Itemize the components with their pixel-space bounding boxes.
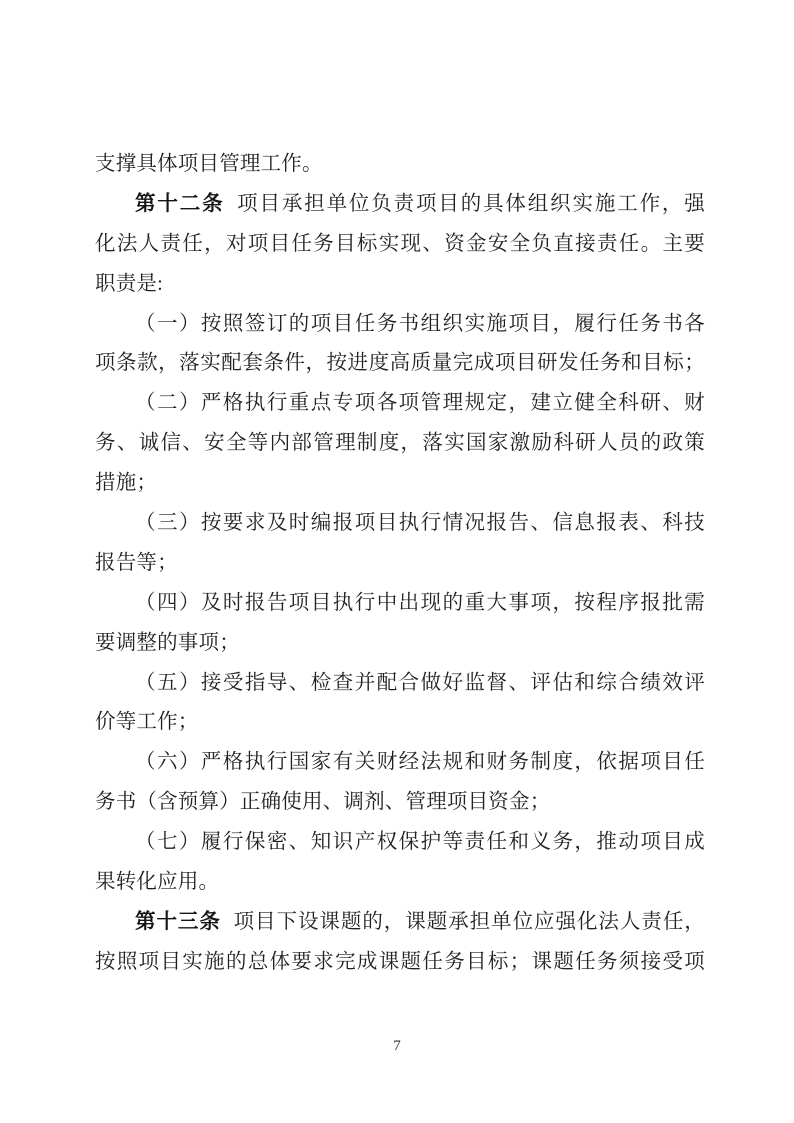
- article-number: 第十二条: [135, 192, 225, 215]
- text-line: 化法人责任，对项目任务目标实现、资金安全负直接责任。主要: [95, 232, 705, 255]
- text-line: 果转化应用。: [95, 871, 220, 894]
- text-line: 措施；: [95, 472, 158, 495]
- article-number: 第十三条: [135, 910, 221, 933]
- text-line: 务书（含预算）正确使用、调剂、管理项目资金；: [95, 791, 551, 814]
- text-line: 职责是:: [95, 272, 163, 295]
- text-line: 支撑具体项目管理工作。: [95, 153, 323, 175]
- page-footer: [0, 1036, 794, 1056]
- text-line: （六）严格执行国家有关财经法规和财务制度，依据项目任: [135, 751, 705, 774]
- text-line: 价等工作；: [95, 711, 199, 734]
- page-number: 7: [393, 1038, 401, 1054]
- text-line: （二）严格执行重点专项各项管理规定，建立健全科研、财: [135, 392, 705, 415]
- text-line: 项条款，落实配套条件，按进度高质量完成项目研发任务和目标；: [95, 352, 705, 375]
- document-body: [95, 145, 705, 983]
- text-line: 要调整的事项；: [95, 631, 240, 654]
- text-line: （五）接受指导、检查并配合做好监督、评估和综合绩效评: [135, 671, 705, 694]
- text-line: （七）履行保密、知识产权保护等责任和义务，推动项目成: [135, 831, 705, 854]
- text-line: 报告等；: [95, 551, 178, 574]
- text-line: 第十三条 项目下设课题的，课题承担单位应强化法人责任，: [135, 910, 705, 933]
- text-line: 务、诚信、安全等内部管理制度，落实国家激励科研人员的政策: [95, 432, 705, 455]
- text-line: （三）按要求及时编报项目执行情况报告、信息报表、科技: [135, 512, 705, 535]
- text-line: （四）及时报告项目执行中出现的重大事项，按程序报批需: [135, 591, 705, 614]
- text-line: 按照项目实施的总体要求完成课题任务目标；课题任务须接受项: [95, 950, 705, 973]
- text-line: 第十二条 项目承担单位负责项目的具体组织实施工作，强: [135, 192, 705, 215]
- text-line: （一）按照签订的项目任务书组织实施项目，履行任务书各: [135, 312, 705, 335]
